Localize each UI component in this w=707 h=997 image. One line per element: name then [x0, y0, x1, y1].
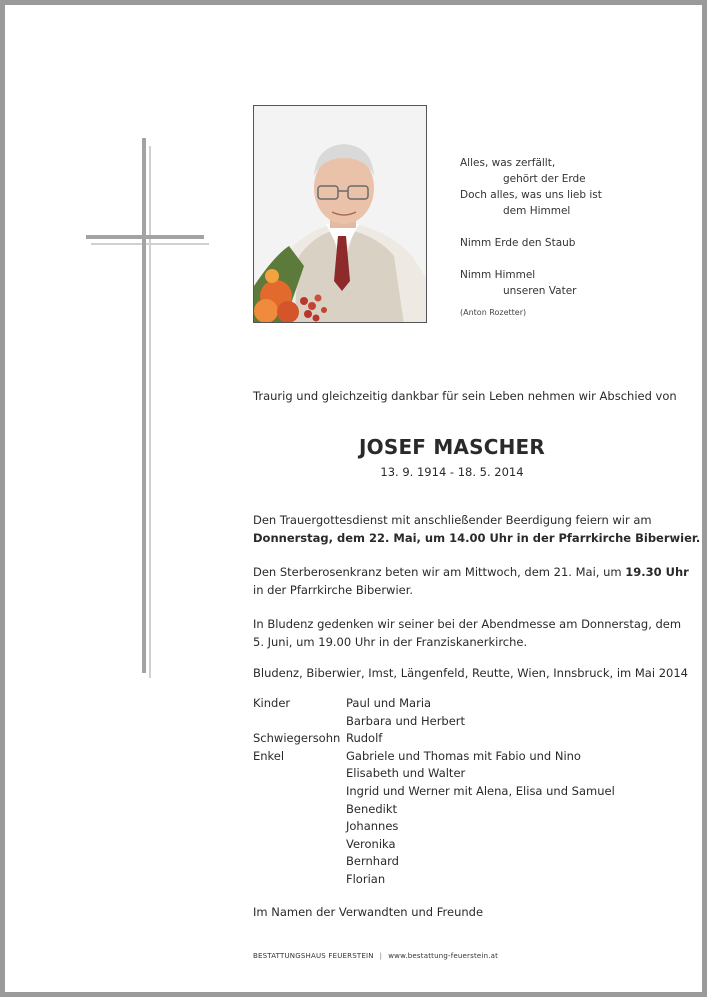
- mourner-names: Ingrid und Werner mit Alena, Elisa und Samuel: [346, 783, 615, 798]
- poem-gap: [460, 251, 602, 267]
- cross-shadow-horizontal: [91, 243, 209, 245]
- portrait-photo: [253, 105, 427, 323]
- mourner-names: Johannes: [346, 819, 399, 834]
- mourner-names: Gabriele und Thomas mit Fabio und Nino: [346, 748, 581, 763]
- mourner-row: [253, 836, 615, 854]
- parte-page: [5, 5, 702, 992]
- funeral-line: Den Trauergottesdienst mit anschließender Beerdigung feiern wir am: [253, 513, 652, 527]
- mourner-names: Florian: [346, 871, 386, 886]
- funeral-paragraph: [253, 511, 701, 547]
- mourner-role: [253, 853, 346, 871]
- mourner-names: Rudolf: [346, 731, 383, 746]
- mourner-row: [253, 730, 615, 748]
- cross-shadow-vertical: [149, 146, 151, 678]
- poem-line: Doch alles, was uns lieb ist: [460, 189, 602, 201]
- intro-text: Traurig und gleichzeitig dankbar für sein Leben nehmen wir Abschied von: [253, 389, 677, 403]
- mourner-names: Benedikt: [346, 801, 397, 816]
- mourner-row: [253, 713, 615, 731]
- mourner-names: Barbara und Herbert: [346, 713, 466, 728]
- mourner-names: Bernhard: [346, 854, 399, 869]
- mourner-row: [253, 783, 615, 801]
- mourner-row: [253, 801, 615, 819]
- poem: [460, 155, 602, 321]
- cross-vertical-beam: [142, 138, 146, 673]
- rosary-time: 19.30 Uhr: [625, 565, 689, 579]
- rosary-paragraph: [253, 563, 689, 599]
- portrait-illustration: [254, 106, 427, 323]
- mourner-role: [253, 818, 346, 836]
- mourner-role: Enkel: [253, 748, 285, 763]
- poem-line: dem Himmel: [503, 205, 571, 217]
- funeral-home-name: BESTATTUNGSHAUS FEUERSTEIN: [253, 952, 374, 960]
- mourner-row: [253, 765, 615, 783]
- poem-gap: [460, 219, 602, 235]
- mourner-names: Elisabeth und Walter: [346, 766, 466, 781]
- mourner-role: [253, 871, 346, 889]
- mourner-role: Kinder: [253, 696, 291, 710]
- poem-line: unseren Vater: [503, 285, 577, 297]
- mass-line: In Bludenz gedenken wir seiner bei der Abendmesse am Donnerstag, dem: [253, 617, 682, 631]
- mourner-role: Schwiegersohn: [253, 731, 341, 746]
- poem-line: gehört der Erde: [503, 173, 586, 185]
- poem-line: Alles, was zerfällt,: [460, 157, 556, 169]
- poem-author: (Anton Rozetter): [460, 308, 527, 317]
- funeral-home-website[interactable]: www.bestattung-feuerstein.at: [388, 952, 499, 960]
- rosary-location: in der Pfarrkirche Biberwier.: [253, 583, 414, 597]
- mourner-row: [253, 818, 615, 836]
- closing-line: Im Namen der Verwandten und Freunde: [253, 905, 484, 919]
- mourner-role: [253, 713, 346, 731]
- rosary-line: Den Sterberosenkranz beten wir am Mittwoch, dem 21. Mai, um: [253, 565, 626, 579]
- mourner-role: [253, 765, 346, 783]
- cross-horizontal-beam: [86, 235, 204, 239]
- mass-paragraph: [253, 615, 682, 651]
- funeral-date-time: Donnerstag, dem 22. Mai, um 14.00 Uhr in der Pfarrkirche Biberwier.: [253, 531, 701, 545]
- mourner-row: [253, 748, 615, 766]
- deceased-name: JOSEF MASCHER: [359, 435, 545, 459]
- footer-separator: |: [379, 952, 383, 960]
- mourner-names: Veronika: [346, 836, 396, 851]
- poem-line: Nimm Himmel: [460, 269, 536, 281]
- mass-line: 5. Juni, um 19.00 Uhr in der Franziskanerkirche.: [253, 635, 528, 649]
- mourner-row: [253, 871, 615, 889]
- mourners-list: [253, 695, 615, 889]
- mourner-row: [253, 695, 615, 713]
- places-line: Bludenz, Biberwier, Imst, Längenfeld, Reutte, Wien, Innsbruck, im Mai 2014: [253, 666, 688, 680]
- life-dates: 13. 9. 1914 - 18. 5. 2014: [380, 465, 524, 479]
- mourner-role: [253, 783, 346, 801]
- mourner-role: [253, 836, 346, 854]
- poem-line: Nimm Erde den Staub: [460, 237, 576, 249]
- mourner-row: [253, 853, 615, 871]
- mourner-names: Paul und Maria: [346, 696, 432, 710]
- footer: [253, 952, 498, 960]
- places-and-date: [253, 664, 688, 682]
- mourner-role: [253, 801, 346, 819]
